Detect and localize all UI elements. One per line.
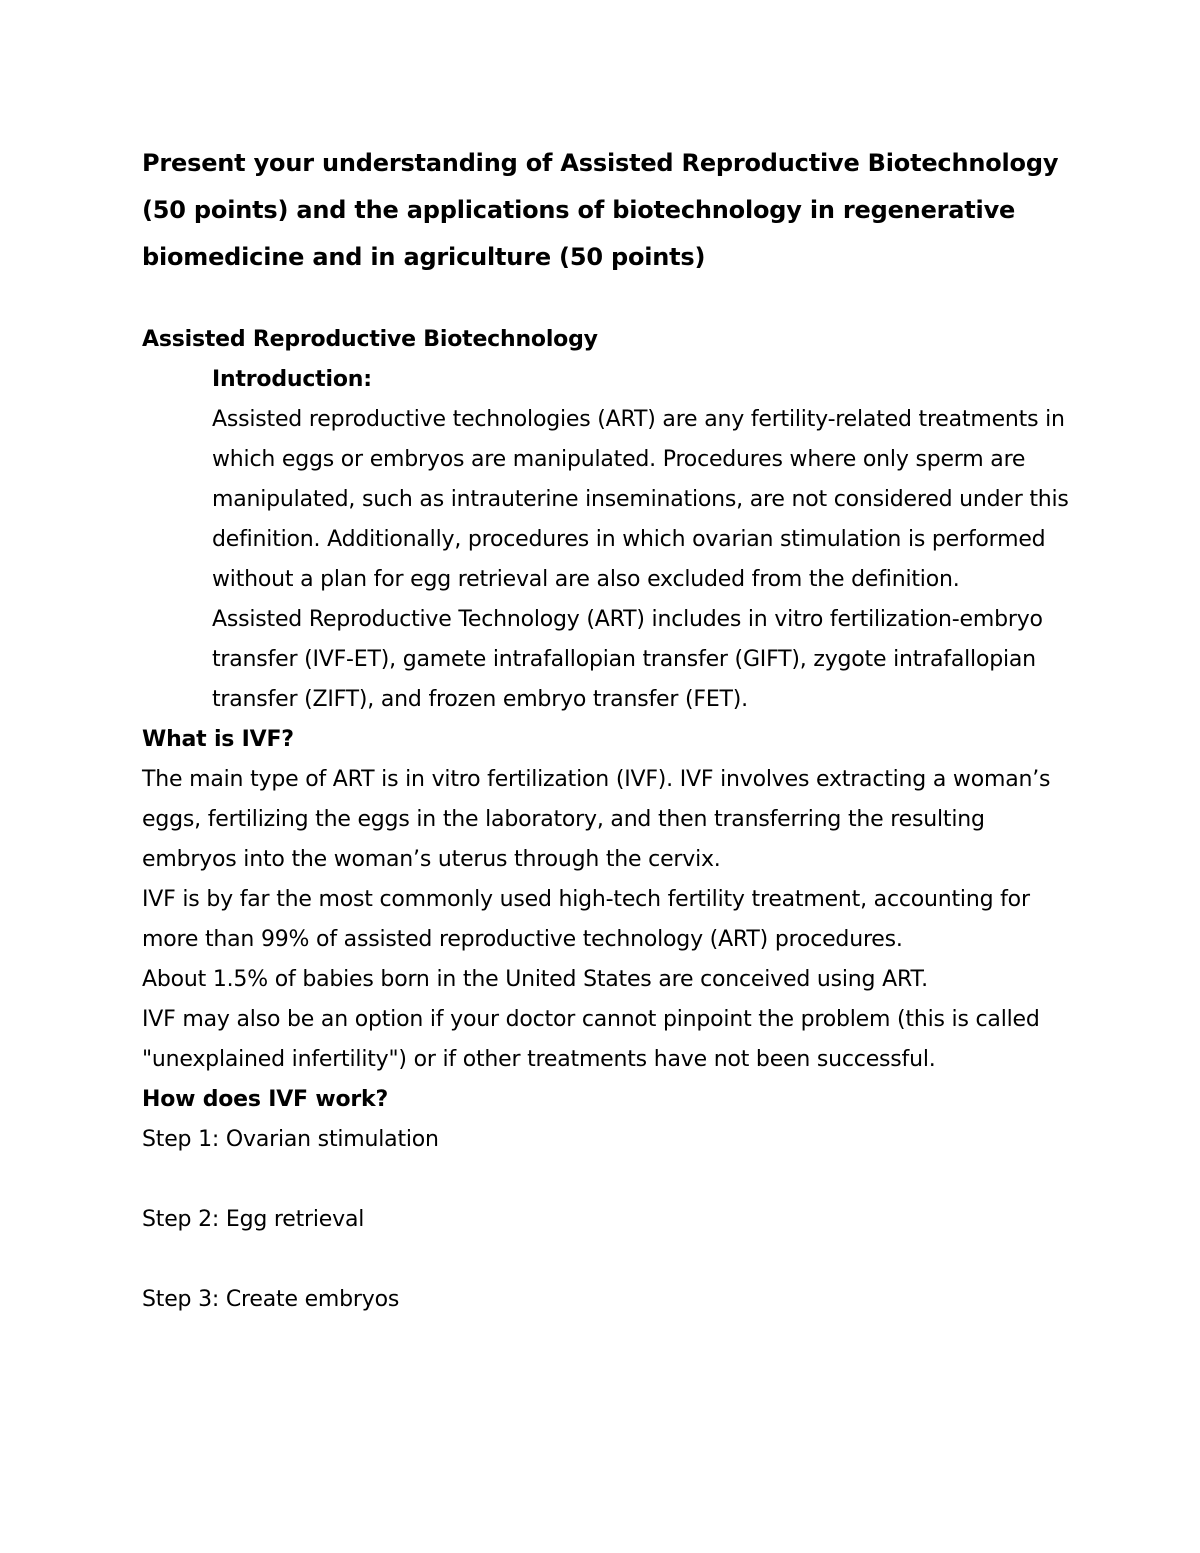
document-title: Present your understanding of Assisted Reproductive Biotechnology (50 points) and the applications of biotechnology in regenerative biomedicine and in agriculture (50 points) xyxy=(142,149,1059,271)
what-is-ivf-heading: What is IVF? xyxy=(142,727,294,752)
spacer xyxy=(142,1160,1082,1200)
step-item: Step 3: Create embryos xyxy=(142,1287,400,1312)
section-heading: Assisted Reproductive Biotechnology xyxy=(142,327,598,352)
document-body xyxy=(142,320,1082,1320)
ivf-paragraph: The main type of ART is in vitro fertilization (IVF). IVF involves extracting a woman’s eggs, fertilizing the eggs in the laboratory, and then transferring the resulting embryos into the woman’s uterus through the cervix. xyxy=(142,767,1051,872)
introduction-paragraph: Assisted Reproductive Technology (ART) includes in vitro fertilization-embryo transfer (IVF-ET), gamete intrafallopian transfer (GIFT), zygote intrafallopian transfer (ZIFT), and frozen embryo transfer (FET). xyxy=(212,607,1043,712)
introduction-heading: Introduction: xyxy=(212,367,372,392)
ivf-paragraph: IVF is by far the most commonly used high-tech fertility treatment, accounting for more than 99% of assisted reproductive technology (ART) procedures. xyxy=(142,887,1030,952)
how-ivf-works-heading: How does IVF work? xyxy=(142,1087,389,1112)
step-item: Step 1: Ovarian stimulation xyxy=(142,1127,439,1152)
introduction-block xyxy=(142,360,1082,720)
ivf-paragraph: About 1.5% of babies born in the United States are conceived using ART. xyxy=(142,967,928,992)
introduction-paragraph: Assisted reproductive technologies (ART) are any fertility-related treatments in which eggs or embryos are manipulated. Procedures where only sperm are manipulated, such as intrauterine inseminations, are not considered under this definition. Additionally, procedures in which ovarian stimulation is performed without a plan for egg retrieval are also excluded from the definition. xyxy=(212,407,1069,592)
spacer xyxy=(142,1240,1082,1280)
ivf-paragraph: IVF may also be an option if your doctor cannot pinpoint the problem (this is called "unexplained infertility") or if other treatments have not been successful. xyxy=(142,1007,1040,1072)
step-item: Step 2: Egg retrieval xyxy=(142,1207,365,1232)
